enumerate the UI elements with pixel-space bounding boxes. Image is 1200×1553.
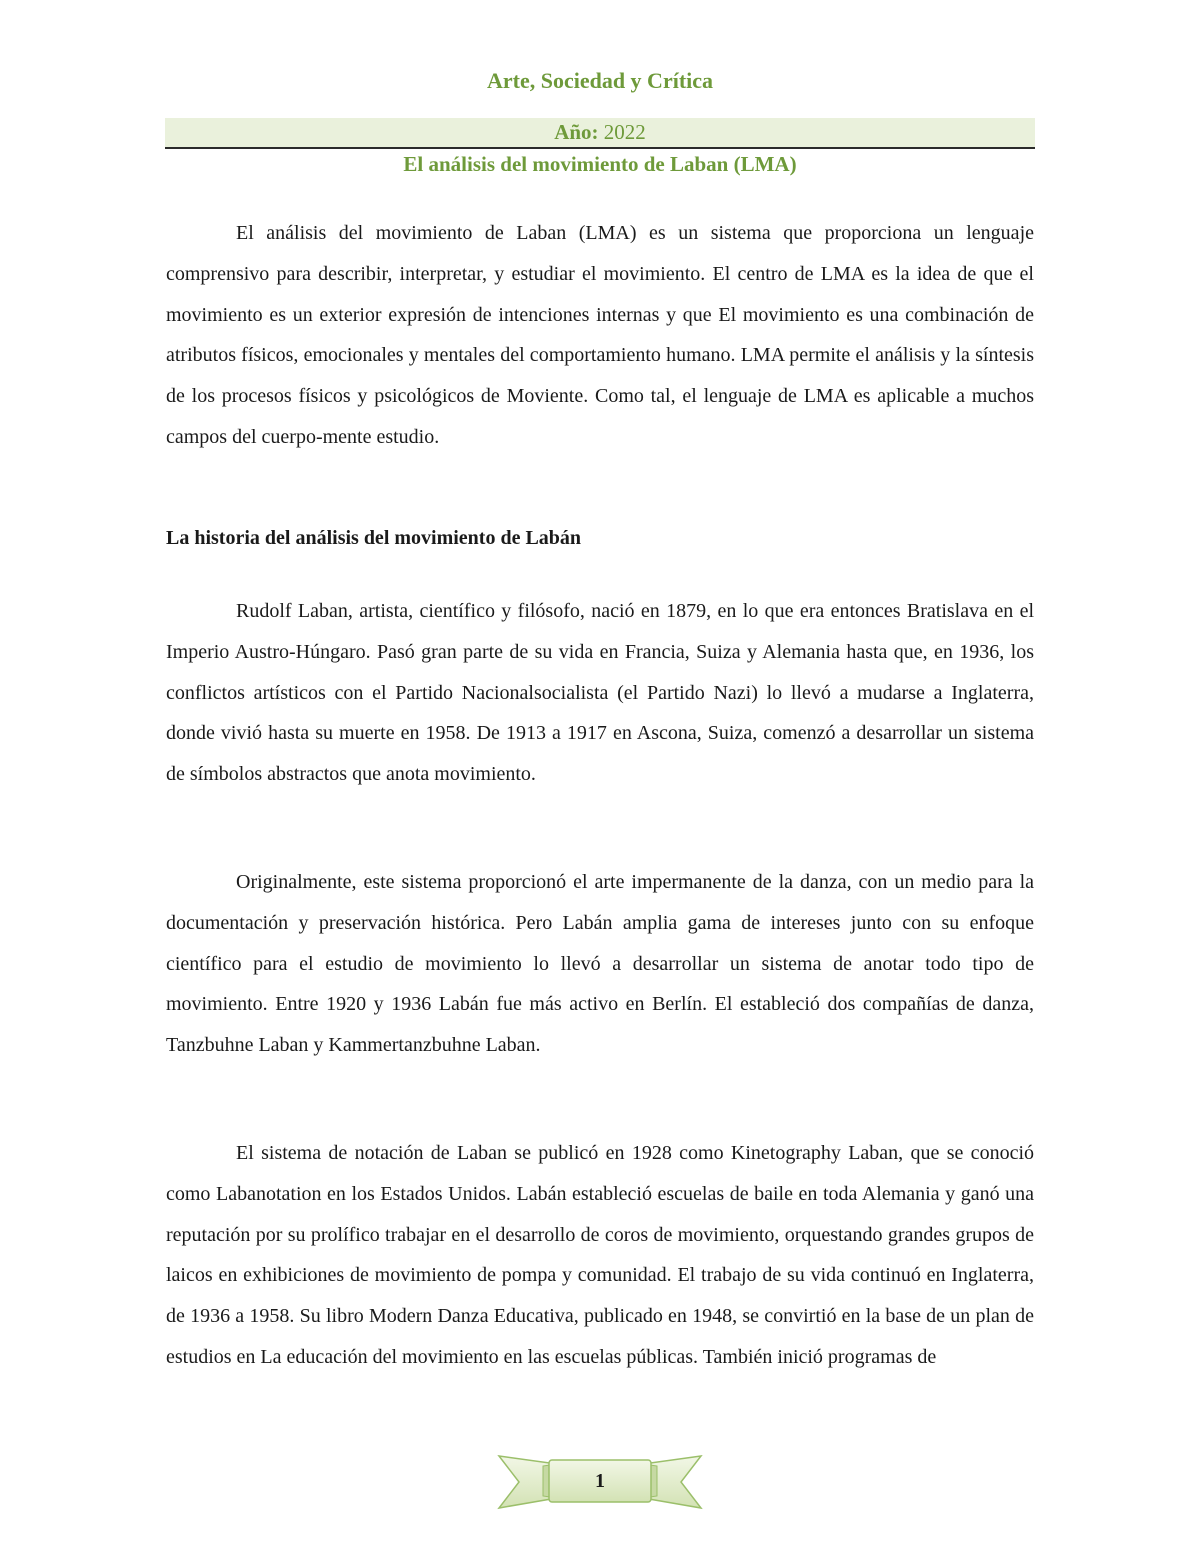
year-value: 2022 xyxy=(603,120,646,144)
paragraph-notation: El sistema de notación de Laban se publicó en 1928 como Kinetography Laban, que se conoció como Labanotation en los Estados Unidos. Labán estableció escuelas de baile en toda Alemania y ganó una reputación por su prolífico trabajar en el desarrollo de coros de movimiento, orquestando grandes grupos de laicos en exhibiciones de movimiento de pompa y comunidad. El trabajo de su vida continuó en Inglaterra, de 1936 a 1958. Su libro Modern Danza Educativa, publicado en 1948, se convirtió en la base de un plan de estudios en La educación del movimiento en las escuelas públicas. También inició programas de xyxy=(166,1142,1034,1368)
article-title: El análisis del movimiento de Laban (LMA) xyxy=(403,152,797,176)
paragraph-intro: El análisis del movimiento de Laban (LMA) es un sistema que proporciona un lenguaje comprensivo para describir, interpretar, y estudiar el movimiento. El centro de LMA es la idea de que el movimiento es un exterior expresión de intenciones internas y que El movimiento es una combinación de atributos físicos, emocionales y mentales del comportamiento humano. LMA permite el análisis y la síntesis de los procesos físicos y psicológicos de Moviente. Como tal, el lenguaje de LMA es aplicable a muchos campos del cuerpo-mente estudio. xyxy=(166,222,1034,448)
paragraph-history: Rudolf Laban, artista, científico y filósofo, nació en 1879, en lo que era entonces Bratislava en el Imperio Austro-Húngaro. Pasó gran parte de su vida en Francia, Suiza y Alemania hasta que, en 1936, los conflictos artísticos con el Partido Nacionalsocialista (el Partido Nazi) lo llevó a mudarse a Inglaterra, donde vivió hasta su muerte en 1958. De 1913 a 1917 en Ascona, Suiza, comenzó a desarrollar un sistema de símbolos abstractos que anota movimiento. xyxy=(166,600,1034,786)
page-number: 1 xyxy=(595,1470,605,1492)
paragraph-origins: Originalmente, este sistema proporcionó el arte impermanente de la danza, con un medio para la documentación y preservación histórica. Pero Labán amplia gama de intereses junto con su enfoque científico para el estudio de movimiento lo llevó a desarrollar un sistema de anotar todo tipo de movimiento. Entre 1920 y 1936 Labán fue más activo en Berlín. El estableció dos compañías de danza, Tanzbuhne Laban y Kammertanzbuhne Laban. xyxy=(166,871,1034,1057)
journal-title: Arte, Sociedad y Crítica xyxy=(486,68,714,93)
year-label: Año: xyxy=(554,120,599,144)
year-band xyxy=(165,118,1035,149)
section-heading: La historia del análisis del movimiento de Labán xyxy=(166,527,582,549)
